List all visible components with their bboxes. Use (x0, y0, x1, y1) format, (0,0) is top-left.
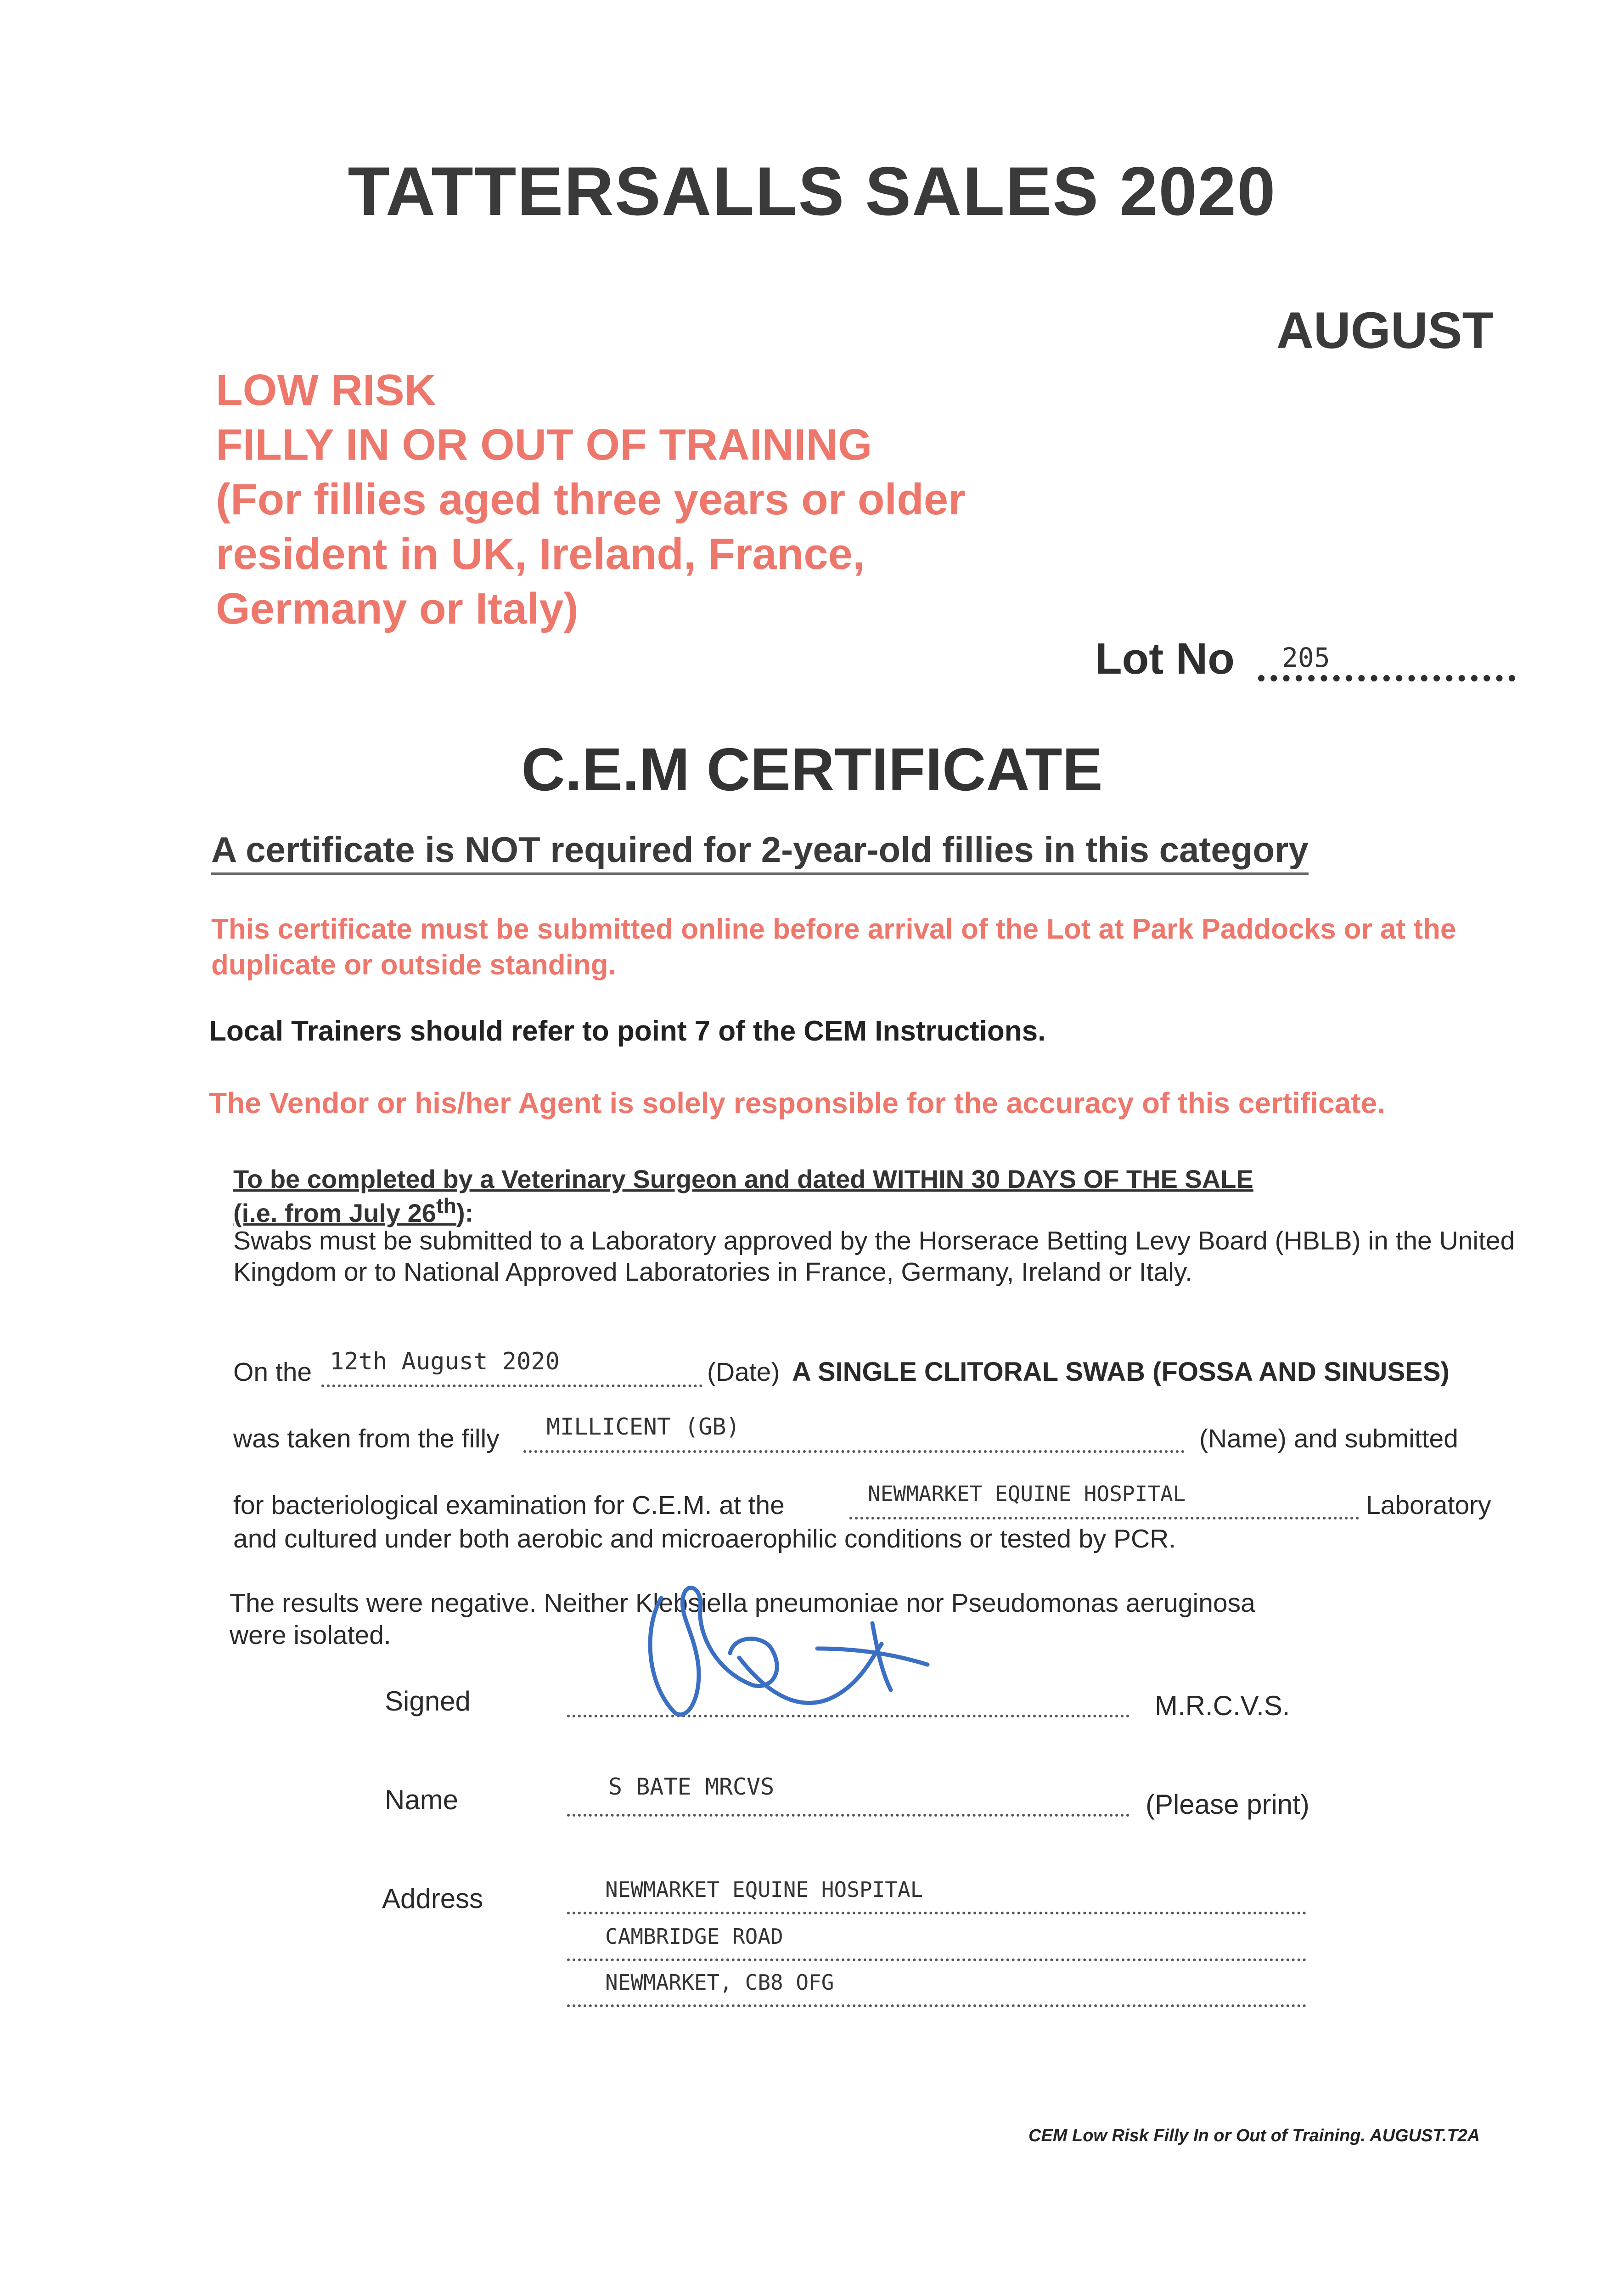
swab-type-label: A SINGLE CLITORAL SWAB (FOSSA AND SINUSES) (792, 1357, 1450, 1387)
address-line-3-field[interactable] (567, 2004, 1306, 2007)
date-range-prefix: (i.e. from July 26 (233, 1198, 436, 1227)
address-line-3-value: NEWMARKET, CB8 OFG (605, 1970, 834, 1995)
name-field-line[interactable] (567, 1814, 1129, 1817)
category-line: Germany or Italy) (216, 584, 579, 633)
swabs-instructions: Swabs must be submitted to a Laboratory approved by the Horserace Betting Levy Board (HBLB) in the United Kingdom or to National Approved Laboratories in France, Germany, Ireland or Italy. (233, 1226, 1515, 1287)
lot-number-field-line[interactable] (1258, 675, 1515, 681)
sale-month: AUGUST (1276, 302, 1494, 359)
address-line-1-field[interactable] (567, 1912, 1306, 1914)
filly-suffix-label: (Name) and submitted (1199, 1424, 1458, 1453)
culture-statement: and cultured under both aerobic and microaerophilic conditions or tested by PCR. (233, 1524, 1176, 1553)
submission-note: This certificate must be submitted online before arrival of the Lot at Park Paddocks or at the duplicate or outside standing. (211, 913, 1456, 981)
laboratory-field-line[interactable] (849, 1517, 1359, 1519)
local-trainers-note: Local Trainers should refer to point 7 of the CEM Instructions. (209, 1015, 1046, 1047)
laboratory-suffix: Laboratory (1366, 1491, 1491, 1520)
date-value: 12th August 2020 (330, 1348, 560, 1375)
date-field-line[interactable] (321, 1384, 702, 1387)
address-line-2-value: CAMBRIDGE ROAD (605, 1924, 783, 1949)
certificate-title: C.E.M CERTIFICATE (521, 736, 1103, 803)
lot-number-label: Lot No (1095, 634, 1235, 683)
signed-label: Signed (385, 1686, 471, 1716)
date-range-suffix: ): (456, 1198, 474, 1227)
page-title: TATTERSALLS SALES 2020 (348, 152, 1276, 230)
filly-name-value: MILLICENT (GB) (546, 1413, 740, 1440)
address-line-1-value: NEWMARKET EQUINE HOSPITAL (605, 1877, 923, 1902)
filly-name-field-line[interactable] (523, 1450, 1185, 1453)
vet-signature (634, 1580, 955, 1731)
name-label: Name (385, 1784, 459, 1815)
address-line-2-field[interactable] (567, 1958, 1306, 1961)
laboratory-label: for bacteriological examination for C.E.M. at the (233, 1491, 785, 1520)
address-label: Address (382, 1883, 483, 1914)
date-suffix-label: (Date) (707, 1357, 780, 1387)
name-value: S BATE MRCVS (608, 1773, 775, 1800)
results-line: The results were negative. Neither Klebsiella pneumoniae nor Pseudomonas aeruginosa (230, 1588, 1255, 1618)
lot-number-value: 205 (1282, 642, 1330, 673)
vet-section-heading: To be completed by a Veterinary Surgeon and dated WITHIN 30 DAYS OF THE SALE (233, 1165, 1253, 1193)
on-the-label: On the (233, 1357, 312, 1387)
results-line: were isolated. (230, 1621, 391, 1650)
laboratory-value: NEWMARKET EQUINE HOSPITAL (868, 1481, 1186, 1506)
please-print-label: (Please print) (1146, 1789, 1309, 1820)
filly-label: was taken from the filly (233, 1424, 500, 1453)
date-range-sup: th (436, 1193, 456, 1217)
vendor-responsibility-note: The Vendor or his/her Agent is solely responsible for the accuracy of this certificate. (209, 1086, 1385, 1120)
category-block (216, 363, 966, 636)
category-line: LOW RISK (216, 366, 436, 415)
category-line: resident in UK, Ireland, France, (216, 529, 865, 579)
mrcvs-label: M.R.C.V.S. (1155, 1690, 1290, 1721)
category-line: (For fillies aged three years or older (216, 475, 966, 524)
not-required-notice: A certificate is NOT required for 2-year-old fillies in this category (211, 829, 1309, 875)
category-line: FILLY IN OR OUT OF TRAINING (216, 420, 872, 469)
form-code-footer: CEM Low Risk Filly In or Out of Training. AUGUST.T2A (1028, 2126, 1480, 2145)
vet-section-date-range (233, 1193, 473, 1228)
